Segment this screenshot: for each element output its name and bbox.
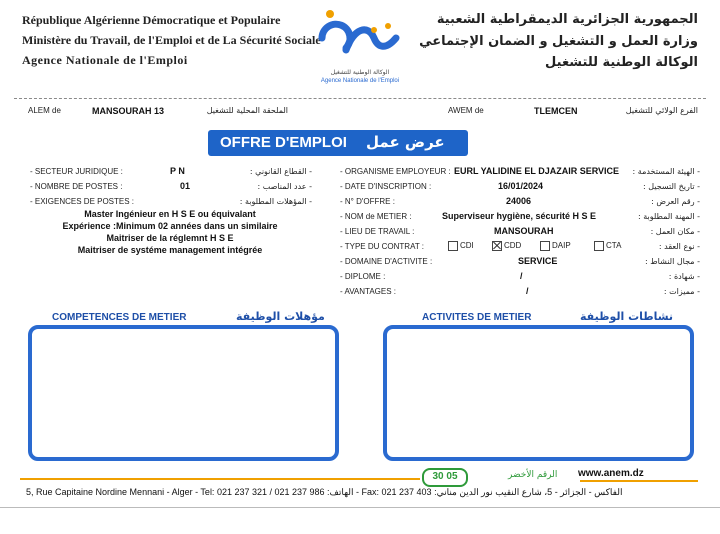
competences-title-ar: مؤهلات الوظيفة [236,310,325,323]
checkbox-icon[interactable] [540,241,550,251]
metier-value: Superviseur hygiène, sécurité H S E [442,211,597,221]
organisme-ar: - الهيئة المستخدمة : [632,167,700,176]
alem-ar: الملحقة المحلية للتشغيل [206,106,288,115]
lieu-ar: - مكان العمل : [650,227,700,236]
competences-box [28,325,339,461]
row-lieu [340,225,710,240]
offre-label: - N° D'OFFRE : [340,197,395,206]
exigences-label: - EXIGENCES DE POSTES : [30,197,135,206]
page-bottom-edge [0,507,720,508]
header-fr-line1: République Algérienne Démocratique et Populaire [22,13,281,27]
checkbox-icon[interactable] [594,241,604,251]
postes-ar: - عدد المناصب : [257,182,312,191]
title-bar [208,130,468,156]
secteur-ar: - القطاع القانوني : [249,167,312,176]
anem-logo [312,8,408,68]
secteur-value: P N [170,166,185,176]
offer-details [340,165,710,300]
postes-value: 01 [180,181,191,191]
date-value: 16/01/2024 [498,181,544,191]
footer-orange-line [20,478,420,480]
logo-fr-text: Agence Nationale de l'Emploi [320,78,400,84]
contract-option-daip[interactable]: DAIP [540,241,571,251]
avantages-ar: - مميزات : [663,287,700,296]
domaine-ar: - مجال النشاط : [645,257,700,266]
metier-label: - NOM de METIER : [340,212,412,221]
contrat-ar: - نوع العقد : [658,242,700,251]
exigences-ar: - المؤهلات المطلوبة : [239,197,312,206]
row-domaine [340,255,710,270]
header-ar-line1: الجمهورية الجزائرية الديمقراطية الشعبية [436,12,698,27]
row-date [340,180,710,195]
activites-box [383,325,694,461]
awem-label: AWEM de [448,106,484,115]
header-fr-line3: Agence Nationale de l'Emploi [22,53,188,67]
organisme-value: EURL YALIDINE EL DJAZAIR SERVICE [454,166,620,176]
alem-label: ALEM de [28,106,61,115]
header-fr-line2: Ministère du Travail, de l'Emploi et de La Sécurité Sociale [22,33,321,47]
awem-value: TLEMCEN [534,106,578,116]
green-number-ar: الرقم الأخضر [508,470,558,480]
footer-address: 5, Rue Capitaine Nordine Mennani - Alger - Tel: 021 237 321 / 021 237 986 :الهاتف - Fax: 021 237 403 :الفاكس - الجزائر - 5، شارع النقيب نور الدين مناني [26,487,623,497]
website[interactable]: www.anem.dz [578,468,644,479]
diplome-ar: - شهادة : [668,272,700,281]
contract-option-cdi[interactable]: CDI [448,241,474,251]
contract-option-cta[interactable]: CTA [594,241,621,251]
contract-option-cdd[interactable]: CDD [492,241,521,251]
offre-ar: - رقم العرض : [651,197,700,206]
date-ar: - تاريخ التسجيل : [643,182,700,191]
domaine-value: SERVICE [518,256,558,266]
green-number-badge [422,468,468,487]
exigences-list [30,209,310,257]
checkbox-icon[interactable] [448,241,458,251]
green-number: 30 05 [432,471,458,482]
logo-ar-text: الوكالة الوطنية للتشغيل [330,69,390,76]
anem-logo-icon [312,8,408,68]
competences-title: COMPETENCES DE METIER [52,312,187,323]
secteur-label: - SECTEUR JURIDIQUE : [30,167,123,176]
avantages-value: / [526,286,529,296]
row-diplome [340,270,710,285]
contrat-label: - TYPE DU CONTRAT : [340,242,425,251]
postes-label: - NOMBRE DE POSTES : [30,182,123,191]
row-organisme [340,165,710,180]
offre-value: 24006 [506,196,532,206]
row-offre [340,195,710,210]
exigence-line: Expérience :Minimum 02 années dans un similaire [62,221,278,231]
alem-value: MANSOURAH 13 [92,106,165,116]
exigence-line: Maitriser de systéme management intégrée [77,245,263,255]
checked-checkbox-icon[interactable] [492,241,502,251]
row-contrat [340,240,710,255]
row-avantages [340,285,710,300]
diplome-label: - DIPLOME : [340,272,386,281]
organisme-label: - ORGANISME EMPLOYEUR : [340,167,451,176]
diplome-value: / [520,271,523,281]
header-ar-line2: وزارة العمل و التشغيل و الضمان الإجتماعي [419,34,698,49]
exigence-line: Master Ingénieur en H S E ou équivalant [84,209,256,219]
activites-title: ACTIVITES DE METIER [422,312,532,323]
lieu-label: - LIEU DE TRAVAIL : [340,227,415,236]
date-label: - DATE D'INSCRIPTION : [340,182,432,191]
domaine-label: - DOMAINE D'ACTIVITE : [340,257,433,266]
row-metier [340,210,710,225]
top-divider [14,98,706,99]
title-ar: عرض عمل [366,133,445,151]
title-fr: OFFRE D'EMPLOI [220,134,347,151]
awem-ar: الفرع الولائي للتشغيل [625,106,698,115]
activites-title-ar: نشاطات الوظيفة [580,310,674,323]
exigence-line: Maitriser de la réglemnt H S E [106,233,234,243]
lieu-value: MANSOURAH [494,226,554,236]
footer-orange-line-right [580,480,698,482]
metier-ar: - المهنة المطلوبة : [637,212,700,221]
avantages-label: - AVANTAGES : [340,287,397,296]
header-ar-line3: الوكالة الوطنية للتشغيل [545,55,698,70]
